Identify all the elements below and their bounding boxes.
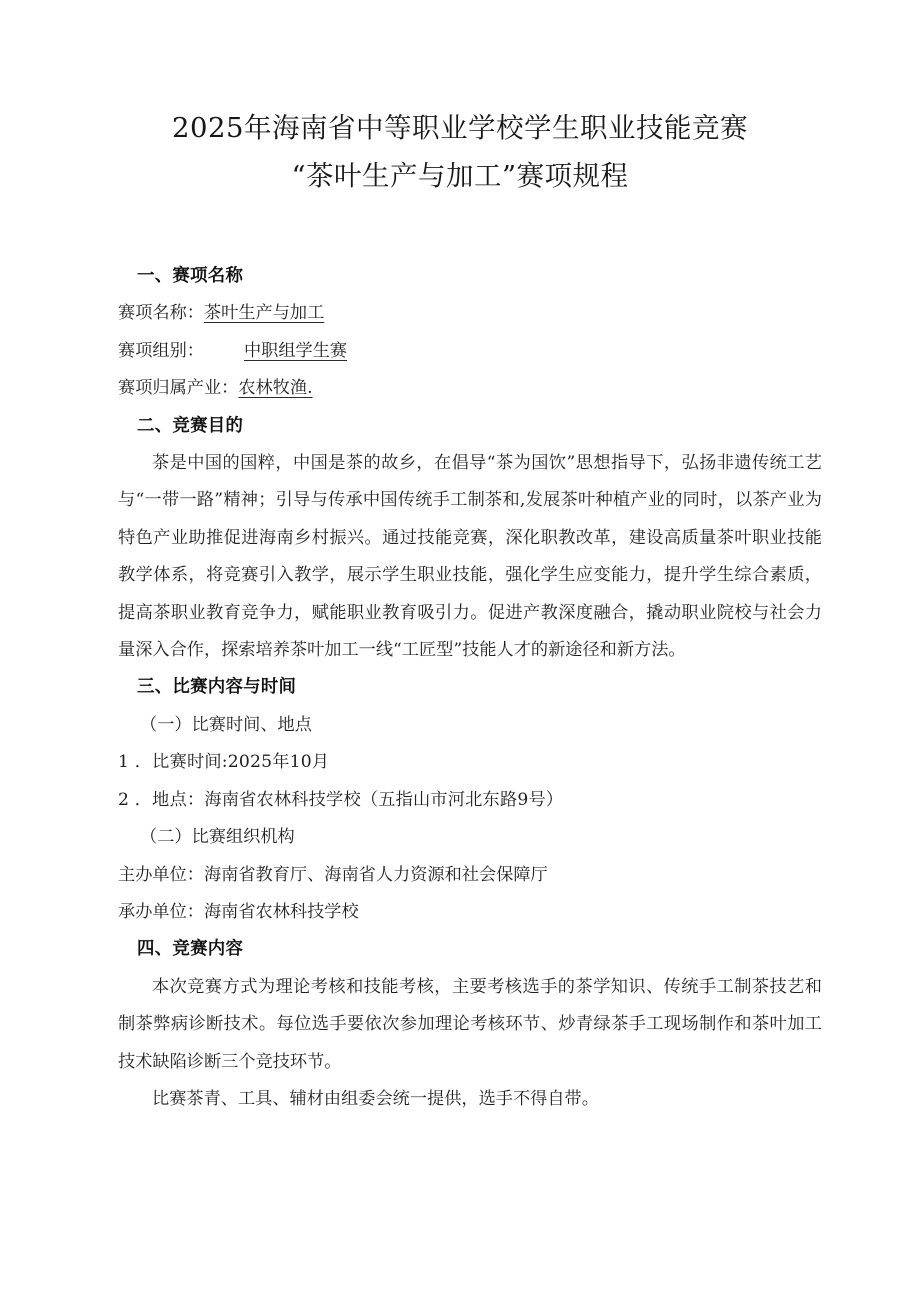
section-heading-4: 四、竞赛内容: [137, 939, 244, 960]
field-row-competition-group: [118, 333, 822, 370]
organizer-unit-line: 承办单位：海南省农林科技学校: [118, 901, 359, 922]
host-unit-line: 主办单位：海南省教育厅、海南省人力资源和社会保障厅: [118, 864, 548, 885]
subsection-heading-time-place: （一）比赛时间、地点: [140, 714, 312, 735]
list-item-competition-time: 1 ．比赛时间:2025年10月: [118, 752, 330, 773]
document-title: [0, 104, 920, 200]
field-value-industry: 农林牧渔.: [238, 378, 313, 399]
field-row-competition-name: [118, 295, 822, 332]
field-value-competition-name: 茶叶生产与加工: [203, 303, 325, 324]
document-body: [118, 258, 822, 1118]
title-line-1: 2025年海南省中等职业学校学生职业技能竞赛: [172, 112, 748, 144]
title-line-2: “茶叶生产与加工”赛项规程: [291, 160, 629, 192]
section-heading-2: 二、竞赛目的: [137, 415, 244, 436]
field-value-competition-group: 中职组学生赛: [243, 340, 348, 361]
field-label-industry: 赛项归属产业：: [118, 378, 239, 399]
section-4-paragraph-1: 本次竞赛方式为理论考核和技能考核，主要考核选手的茶学知识、传统手工制茶技艺和制茶弊病诊断技术。每位选手要依次参加理论考核环节、炒青绿茶手工现场制作和茶叶加工技术缺陷诊断三个竞技环节。: [118, 976, 822, 1072]
section-2-paragraph: 茶是中国的国粹，中国是茶的故乡，在倡导“茶为国饮”思想指导下，弘扬非遗传统工艺与“一带一路”精神；引导与传承中国传统手工制茶和,发展茶叶种植产业的同时，以茶产业为特色产业助推促进海南乡村振兴。通过技能竞赛，深化职教改革，建设高质量茶叶职业技能教学体系，将竞赛引入教学，展示学生职业技能，强化学生应变能力，提升学生综合素质，提高茶职业教育竞争力，赋能职业教育吸引力。促进产教深度融合，撬动职业院校与社会力量深入合作，探索培养茶叶加工一线“工匠型”技能人才的新途径和新方法。: [118, 453, 822, 661]
section-heading-3: 三、比赛内容与时间: [137, 677, 297, 698]
section-4-paragraph-2: 比赛茶青、工具、辅材由组委会统一提供，选手不得自带。: [152, 1088, 599, 1109]
field-row-industry: [118, 370, 822, 407]
section-heading-1: 一、赛项名称: [137, 266, 244, 286]
field-label-competition-group: 赛项组别：: [118, 340, 204, 361]
field-label-competition-name: 赛项名称：: [118, 303, 204, 324]
subsection-heading-organization: （二）比赛组织机构: [140, 827, 295, 848]
list-item-competition-place: 2 ．地点：海南省农林科技学校（五指山市河北东路9号）: [118, 789, 564, 810]
